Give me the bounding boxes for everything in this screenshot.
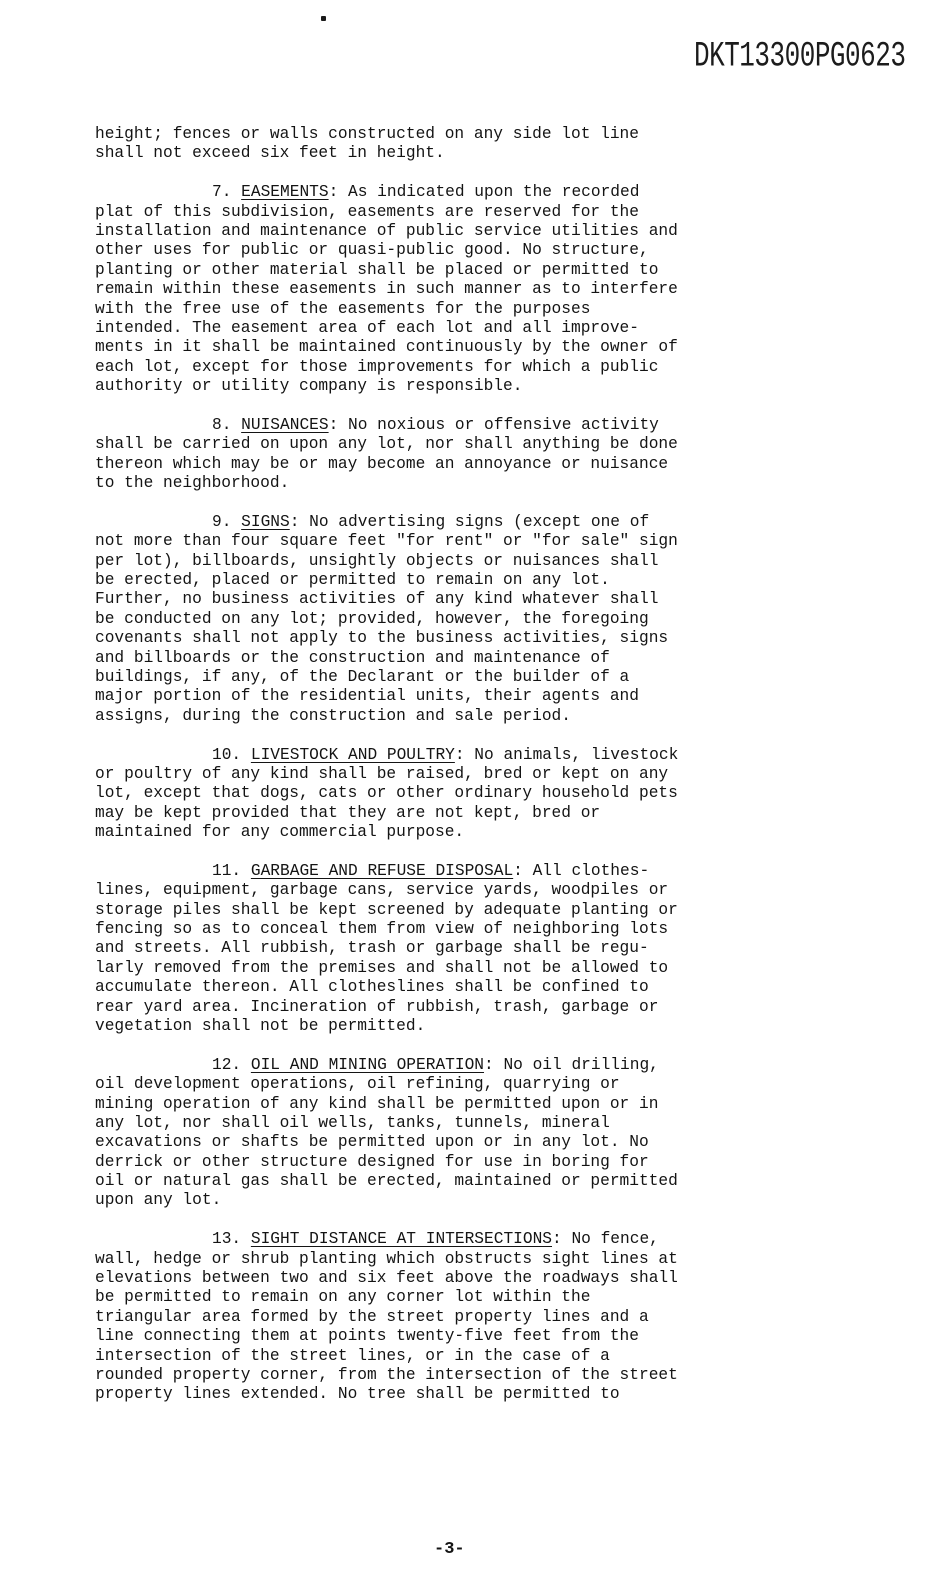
text-line: assigns, during the construction and sale period.	[95, 706, 571, 725]
text-line: oil or natural gas shall be erected, maintained or permitted	[95, 1172, 678, 1191]
text-line: shall be carried on upon any lot, nor shall anything be done	[95, 435, 678, 454]
section-number: 10.	[212, 745, 242, 764]
section-first-line	[95, 1056, 815, 1075]
text-line: any lot, nor shall oil wells, tanks, tunnels, mineral	[95, 1113, 610, 1132]
section-number: 12.	[212, 1055, 242, 1074]
text-line: planting or other material shall be placed or permitted to	[95, 260, 659, 279]
section-signs	[95, 513, 815, 726]
section-lead-text: : No animals, livestock	[454, 745, 679, 764]
section-number: 11.	[212, 861, 242, 880]
section-heading: SIGHT DISTANCE AT INTERSECTIONS	[250, 1230, 553, 1249]
text-line: triangular area formed by the street property lines and a	[95, 1307, 649, 1326]
text-line: derrick or other structure designed for use in boring for	[95, 1152, 649, 1171]
text-line: intended. The easement area of each lot and all improve-	[95, 318, 639, 337]
text-line: covenants shall not apply to the business activities, signs	[95, 629, 669, 648]
section-oil-and-mining-operation	[95, 1056, 815, 1211]
text-line: excavations or shafts be permitted upon or in any lot. No	[95, 1133, 649, 1152]
document-body	[95, 125, 815, 1424]
section-easements	[95, 183, 815, 396]
text-line: buildings, if any, of the Declarant or the builder of a	[95, 667, 630, 686]
text-line: lot, except that dogs, cats or other ordinary household pets	[95, 784, 678, 803]
text-line: and streets. All rubbish, trash or garbage shall be regu-	[95, 939, 649, 958]
text-line: accumulate thereon. All clotheslines shall be confined to	[95, 978, 649, 997]
recording-stamp: DKT13300PG0623	[694, 36, 906, 77]
text-line: fencing so as to conceal them from view of neighboring lots	[95, 920, 669, 939]
text-line: major portion of the residential units, their agents and	[95, 687, 639, 706]
text-line: rear yard area. Incineration of rubbish, trash, garbage or	[95, 997, 659, 1016]
section-lead-text: : No advertising signs (except one of	[289, 512, 650, 531]
text-line: larly removed from the premises and shall not be allowed to	[95, 958, 669, 977]
section-lead-text: : No oil drilling,	[484, 1055, 659, 1074]
text-line: authority or utility company is responsible.	[95, 377, 523, 396]
section-lead-text: : As indicated upon the recorded	[328, 183, 640, 202]
text-line: be permitted to remain on any corner lot within the	[95, 1288, 591, 1307]
text-line: to the neighborhood.	[95, 474, 290, 493]
section-heading: NUISANCES	[241, 415, 329, 434]
text-line: not more than four square feet "for rent" or "for sale" sign	[95, 532, 678, 551]
text-line: maintained for any commercial purpose.	[95, 823, 465, 842]
continuation-paragraph	[95, 125, 815, 164]
text-line: line connecting them at points twenty-five feet from the	[95, 1327, 639, 1346]
text-line: other uses for public or quasi-public good. No structure,	[95, 241, 649, 260]
text-line: upon any lot.	[95, 1191, 222, 1210]
text-line: oil development operations, oil refining, quarrying or	[95, 1075, 620, 1094]
text-line: shall not exceed six feet in height.	[95, 144, 445, 163]
text-line: installation and maintenance of public service utilities and	[95, 221, 678, 240]
text-line: ments in it shall be maintained continuously by the owner of	[95, 338, 678, 357]
section-lead-text: : No noxious or offensive activity	[328, 415, 659, 434]
section-lead-text: : All clothes-	[513, 861, 650, 880]
section-first-line	[95, 746, 815, 765]
section-first-line	[95, 1230, 815, 1249]
text-line: remain within these easements in such manner as to interfere	[95, 280, 678, 299]
scan-speck	[321, 16, 326, 21]
text-line: or poultry of any kind shall be raised, bred or kept on any	[95, 764, 669, 783]
section-heading: SIGNS	[241, 512, 290, 531]
text-line: property lines extended. No tree shall be permitted to	[95, 1385, 620, 1404]
section-garbage-and-refuse-disposal	[95, 862, 815, 1037]
section-number: 9.	[212, 512, 232, 531]
text-line: Further, no business activities of any kind whatever shall	[95, 590, 659, 609]
section-lead-text: : No fence,	[552, 1230, 659, 1249]
text-line: storage piles shall be kept screened by adequate planting or	[95, 900, 678, 919]
section-sight-distance-at-intersections	[95, 1230, 815, 1405]
section-number: 13.	[212, 1230, 242, 1249]
text-line: per lot), billboards, unsightly objects or nuisances shall	[95, 551, 659, 570]
text-line: with the free use of the easements for the purposes	[95, 299, 591, 318]
text-line: wall, hedge or shrub planting which obstructs sight lines at	[95, 1249, 678, 1268]
text-line: height; fences or walls constructed on any side lot line	[95, 125, 639, 143]
text-line: mining operation of any kind shall be permitted upon or in	[95, 1094, 659, 1113]
section-heading: OIL AND MINING OPERATION	[250, 1055, 485, 1074]
text-line: be erected, placed or permitted to remain on any lot.	[95, 570, 610, 589]
page-number: -3-	[434, 1540, 465, 1559]
section-first-line	[95, 862, 815, 881]
text-line: rounded property corner, from the intersection of the street	[95, 1366, 678, 1384]
section-first-line	[95, 183, 815, 202]
section-first-line	[95, 416, 815, 435]
text-line: and billboards or the construction and maintenance of	[95, 648, 610, 667]
section-heading: LIVESTOCK AND POULTRY	[250, 745, 455, 764]
text-line: be conducted on any lot; provided, however, the foregoing	[95, 609, 649, 628]
text-line: thereon which may be or may become an annoyance or nuisance	[95, 454, 669, 473]
text-line: lines, equipment, garbage cans, service yards, woodpiles or	[95, 881, 669, 900]
section-number: 8.	[212, 415, 232, 434]
section-first-line	[95, 513, 815, 532]
section-nuisances	[95, 416, 815, 494]
section-livestock-and-poultry	[95, 746, 815, 843]
text-line: each lot, except for those improvements for which a public	[95, 357, 659, 376]
text-line: plat of this subdivision, easements are reserved for the	[95, 202, 639, 221]
section-heading: GARBAGE AND REFUSE DISPOSAL	[250, 861, 514, 880]
text-line: elevations between two and six feet above the roadways shall	[95, 1269, 678, 1288]
text-line: intersection of the street lines, or in the case of a	[95, 1346, 610, 1365]
section-number: 7.	[212, 183, 232, 202]
section-heading: EASEMENTS	[241, 183, 329, 202]
text-line: vegetation shall not be permitted.	[95, 1016, 426, 1035]
text-line: may be kept provided that they are not kept, bred or	[95, 803, 601, 822]
